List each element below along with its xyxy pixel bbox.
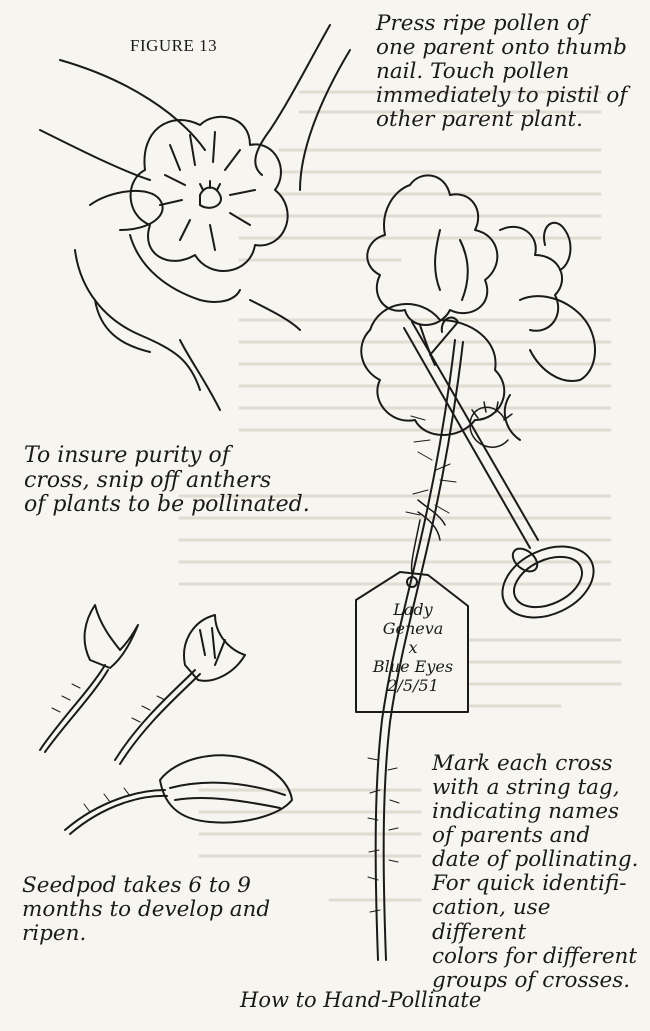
caption-line: cation, use different bbox=[432, 895, 551, 945]
seedpod-hairs bbox=[52, 684, 165, 812]
caption-line: To insure purity of bbox=[24, 443, 230, 468]
caption-line: of plants to be pollinated. bbox=[24, 492, 310, 518]
figure-label: FIGURE 13 bbox=[130, 36, 218, 55]
seedpod-medium bbox=[115, 615, 245, 764]
seedpod-large bbox=[65, 755, 292, 834]
caption-line: cross, snip off anthers bbox=[24, 467, 272, 493]
caption-line: one parent onto thumb bbox=[376, 35, 627, 61]
caption-snip-anthers bbox=[24, 444, 374, 518]
caption-mark-cross bbox=[432, 752, 646, 993]
snapdragon-flower-upper bbox=[361, 175, 562, 435]
caption-line: groups of crosses. bbox=[432, 967, 631, 993]
caption-line: indicating names bbox=[432, 799, 619, 825]
tag-label bbox=[358, 601, 468, 695]
caption-line: other parent plant. bbox=[376, 107, 583, 133]
tag-line: Lady bbox=[393, 600, 433, 619]
figure-title: How to Hand-Pollinate bbox=[240, 988, 482, 1012]
tag-line: x bbox=[408, 637, 418, 657]
tag-line: Blue Eyes bbox=[372, 656, 454, 676]
caption-line: of parents and bbox=[432, 823, 591, 849]
caption-line: date of pollinating. bbox=[432, 847, 639, 873]
caption-line: Mark each cross bbox=[432, 751, 613, 776]
caption-line: For quick identifi- bbox=[432, 871, 627, 897]
caption-press-pollen bbox=[376, 12, 648, 132]
caption-line: nail. Touch pollen bbox=[376, 59, 570, 85]
tag-line: Geneva bbox=[382, 618, 444, 638]
caption-line: with a string tag, bbox=[432, 775, 620, 801]
caption-line: Seedpod takes 6 to 9 bbox=[22, 873, 251, 898]
caption-seedpod bbox=[22, 874, 322, 946]
seedpod-small bbox=[40, 605, 138, 752]
caption-line: ripen. bbox=[22, 921, 87, 947]
caption-line: immediately to pistil of bbox=[376, 83, 628, 109]
tag-line: 2/5/51 bbox=[387, 675, 439, 695]
caption-line: Press ripe pollen of bbox=[376, 11, 588, 36]
caption-line: colors for different bbox=[432, 943, 638, 969]
caption-line: months to develop and bbox=[22, 897, 271, 923]
